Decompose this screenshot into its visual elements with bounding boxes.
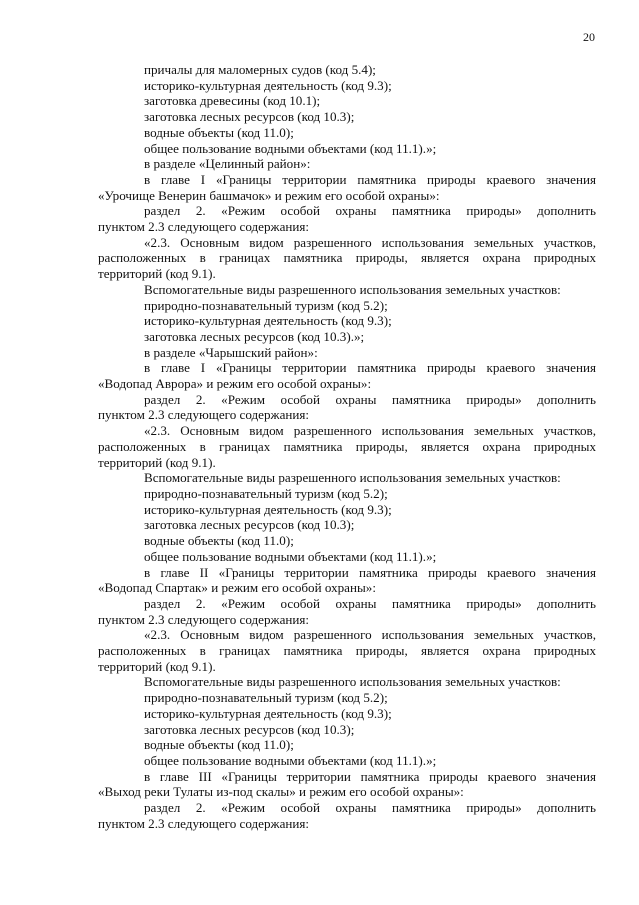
text-line: причалы для маломерных судов (код 5.4); [144, 62, 376, 77]
paragraph [98, 502, 596, 518]
text-line: «2.3. Основным видом разрешенного использования земельных участков, [144, 627, 596, 643]
paragraph [98, 737, 596, 753]
text-line: Вспомогательные виды разрешенного использования земельных участков: [144, 674, 561, 690]
paragraph [98, 109, 596, 125]
text-line: историко-культурная деятельность (код 9.3); [144, 77, 392, 93]
text-line: расположенных в границах памятника природы, является охрана природных [98, 250, 596, 266]
text-line: историко-культурная деятельность (код 9.3); [144, 705, 392, 721]
text-line: «Водопад Аврора» и режим его особой охраны»: [98, 376, 372, 392]
paragraph [98, 800, 596, 831]
paragraph [98, 282, 596, 298]
paragraph [98, 93, 596, 109]
text-line: в разделе «Целинный район»: [144, 156, 311, 172]
paragraph [98, 627, 596, 674]
text-line: водные объекты (код 11.0); [144, 737, 294, 753]
paragraph [98, 596, 596, 627]
text-line: пунктом 2.3 следующего содержания: [98, 219, 310, 235]
text-line: заготовка лесных ресурсов (код 10.3); [144, 109, 355, 125]
text-line: раздел 2. «Режим особой охраны памятника природы» дополнить [144, 800, 596, 816]
text-line: «2.3. Основным видом разрешенного использования земельных участков, [144, 234, 596, 250]
document-body [98, 62, 596, 831]
paragraph [98, 62, 596, 78]
paragraph [98, 517, 596, 533]
text-line: «2.3. Основным видом разрешенного использования земельных участков, [144, 423, 596, 439]
paragraph [98, 690, 596, 706]
text-line: Вспомогательные виды разрешенного использования земельных участков: [144, 281, 561, 297]
text-line: общее пользование водными объектами (код 11.1).»; [144, 140, 437, 156]
paragraph [98, 125, 596, 141]
paragraph [98, 235, 596, 282]
paragraph [98, 78, 596, 94]
paragraph [98, 156, 596, 172]
paragraph [98, 360, 596, 391]
text-line: «Выход реки Тулаты из-под скалы» и режим его особой охраны»: [98, 784, 464, 800]
text-line: общее пользование водными объектами (код 11.1).»; [144, 548, 437, 564]
text-line: историко-культурная деятельность (код 9.3); [144, 501, 392, 517]
paragraph [98, 549, 596, 565]
text-line: природно-познавательный туризм (код 5.2); [144, 297, 388, 313]
text-line: заготовка древесины (код 10.1); [144, 93, 321, 109]
text-line: природно-познавательный туризм (код 5.2); [144, 485, 388, 501]
text-line: пунктом 2.3 следующего содержания: [98, 611, 310, 627]
text-line: водные объекты (код 11.0); [144, 124, 294, 140]
paragraph [98, 392, 596, 423]
paragraph [98, 298, 596, 314]
paragraph [98, 674, 596, 690]
page-number: 20 [583, 30, 595, 44]
paragraph [98, 706, 596, 722]
text-line: заготовка лесных ресурсов (код 10.3); [144, 517, 355, 533]
paragraph [98, 329, 596, 345]
text-line: территорий (код 9.1). [98, 266, 216, 282]
text-line: природно-познавательный туризм (код 5.2); [144, 690, 388, 706]
text-line: расположенных в границах памятника природы, является охрана природных [98, 643, 596, 659]
text-line: «Урочище Венерин башмачок» и режим его особой охраны»: [98, 187, 440, 203]
text-line: пунктом 2.3 следующего содержания: [98, 407, 310, 423]
text-line: «Водопад Спартак» и режим его особой охраны»: [98, 580, 376, 596]
text-line: раздел 2. «Режим особой охраны памятника природы» дополнить [144, 203, 596, 219]
text-line: в разделе «Чарышский район»: [144, 344, 318, 360]
text-line: водные объекты (код 11.0); [144, 533, 294, 549]
paragraph [98, 722, 596, 738]
text-line: в главе I «Границы территории памятника природы краевого значения [144, 360, 596, 376]
paragraph [98, 533, 596, 549]
paragraph [98, 486, 596, 502]
text-line: расположенных в границах памятника природы, является охрана природных [98, 438, 596, 454]
text-line: Вспомогательные виды разрешенного использования земельных участков: [144, 470, 561, 486]
paragraph [98, 203, 596, 234]
text-line: пунктом 2.3 следующего содержания: [98, 815, 310, 831]
text-line: в главе II «Границы территории памятника природы краевого значения [144, 564, 596, 580]
text-line: в главе I «Границы территории памятника природы краевого значения [144, 171, 596, 187]
text-line: в главе III «Границы территории памятника природы краевого значения [144, 768, 596, 784]
paragraph [98, 172, 596, 203]
paragraph [98, 141, 596, 157]
text-line: общее пользование водными объектами (код 11.1).»; [144, 752, 437, 768]
text-line: территорий (код 9.1). [98, 454, 216, 470]
text-line: территорий (код 9.1). [98, 658, 216, 674]
text-line: заготовка лесных ресурсов (код 10.3); [144, 721, 355, 737]
paragraph [98, 345, 596, 361]
text-line: историко-культурная деятельность (код 9.3); [144, 313, 392, 329]
text-line: заготовка лесных ресурсов (код 10.3).»; [144, 328, 365, 344]
paragraph [98, 565, 596, 596]
paragraph [98, 753, 596, 769]
paragraph [98, 423, 596, 470]
text-line: раздел 2. «Режим особой охраны памятника природы» дополнить [144, 595, 596, 611]
paragraph [98, 313, 596, 329]
paragraph [98, 769, 596, 800]
paragraph [98, 470, 596, 486]
text-line: раздел 2. «Режим особой охраны памятника природы» дополнить [144, 391, 596, 407]
